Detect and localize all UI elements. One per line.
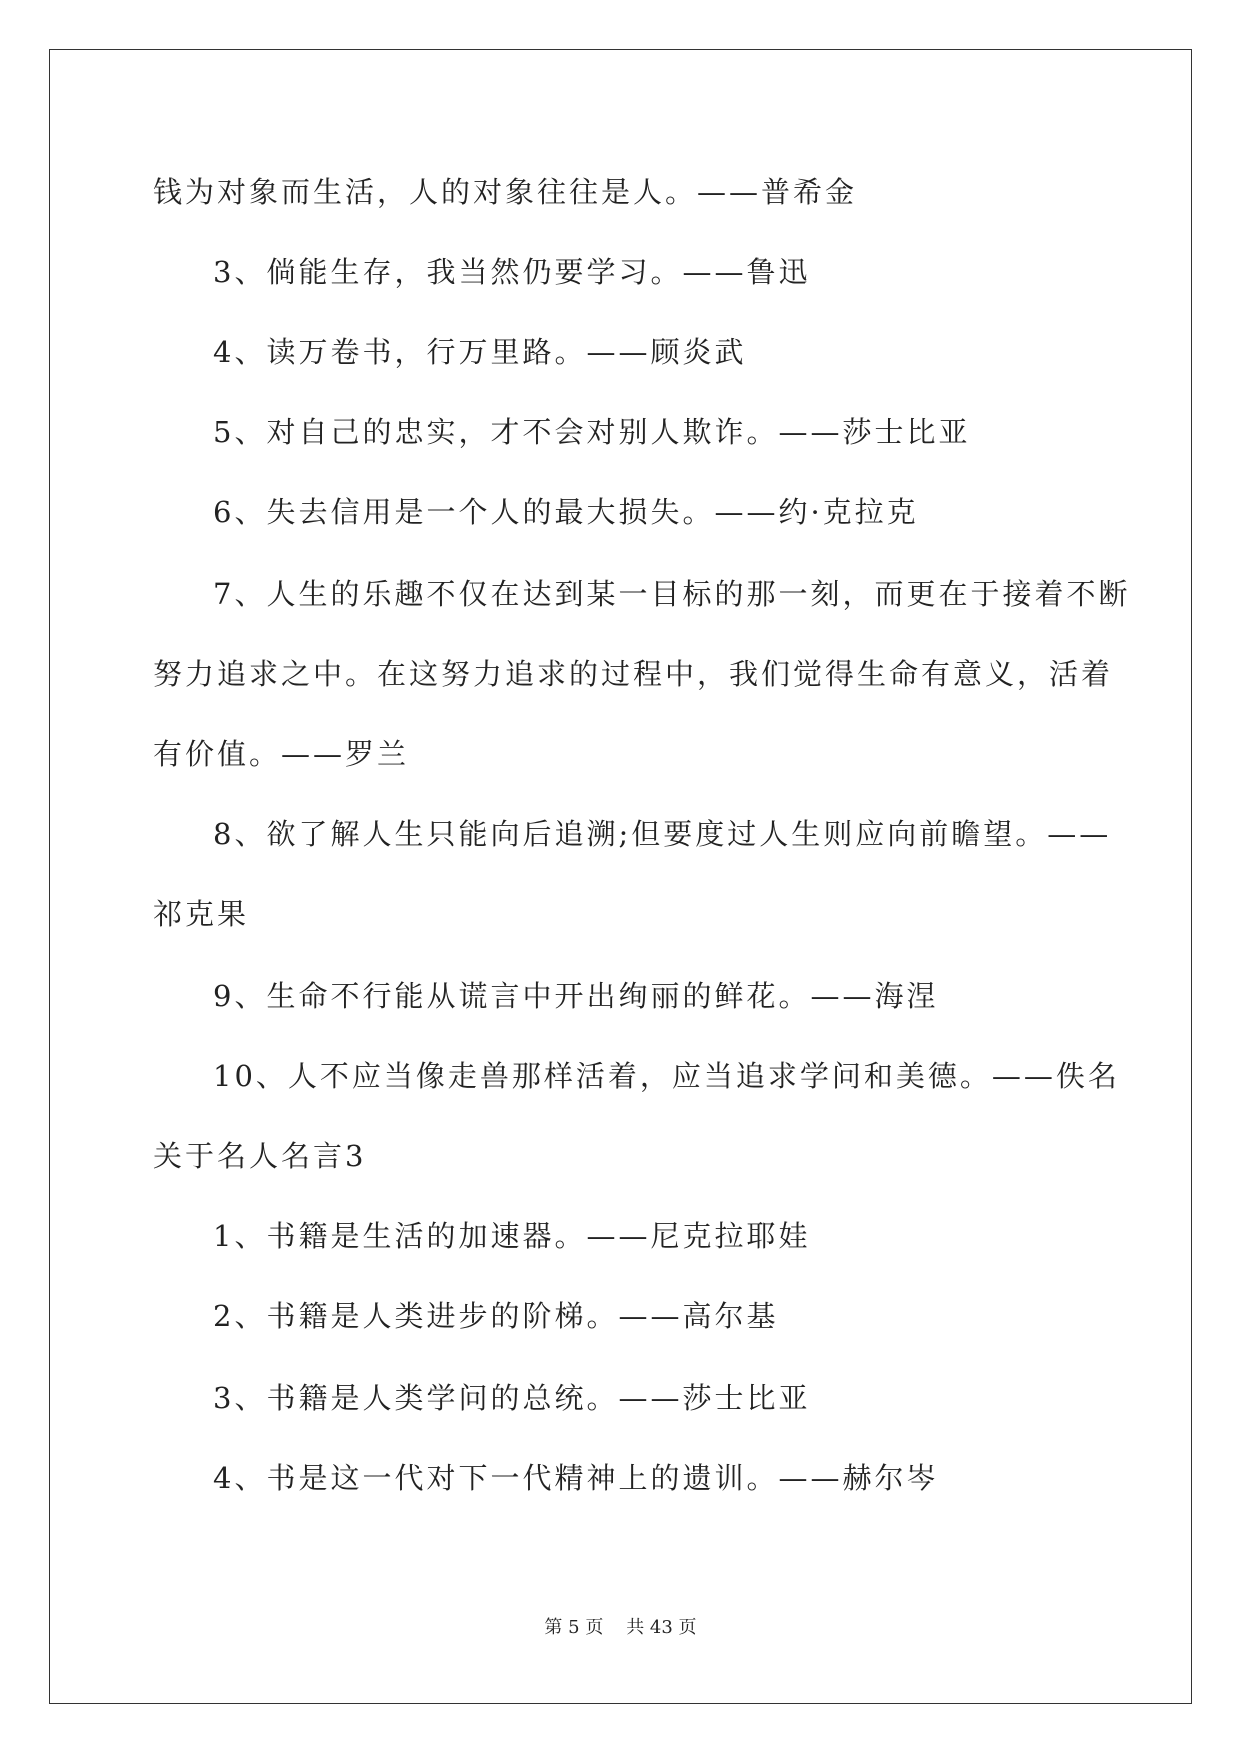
quote-item: 10、人不应当像走兽那样活着，应当追求学问和美德。——佚名 — [213, 1059, 1120, 1093]
section-heading: 关于名人名言3 — [153, 1139, 367, 1173]
quote-item: 3、倘能生存，我当然仍要学习。——鲁迅 — [213, 255, 811, 289]
text-line: 有价值。——罗兰 — [153, 737, 410, 771]
quote-item: 1、书籍是生活的加速器。——尼克拉耶娃 — [213, 1219, 811, 1253]
page-border — [49, 49, 1192, 1704]
text-line: 祁克果 — [153, 897, 250, 931]
quote-item: 6、失去信用是一个人的最大损失。——约·克拉克 — [213, 495, 919, 529]
quote-item: 5、对自己的忠实，才不会对别人欺诈。——莎士比亚 — [213, 415, 971, 449]
quote-item: 8、欲了解人生只能向后追溯;但要度过人生则应向前瞻望。—— — [213, 817, 1112, 851]
page-number-footer: 第 5 页 共 43 页 — [544, 1617, 697, 1638]
quote-item: 4、书是这一代对下一代精神上的遗训。——赫尔岑 — [213, 1461, 939, 1495]
text-line: 努力追求之中。在这努力追求的过程中，我们觉得生命有意义，活着 — [153, 657, 1114, 691]
quote-item: 2、书籍是人类进步的阶梯。——高尔基 — [213, 1299, 779, 1333]
quote-item: 9、生命不行能从谎言中开出绚丽的鲜花。——海涅 — [213, 979, 939, 1013]
quote-item: 4、读万卷书，行万里路。——顾炎武 — [213, 335, 747, 369]
text-line: 钱为对象而生活，人的对象往往是人。——普希金 — [153, 175, 858, 209]
quote-item: 3、书籍是人类学问的总统。——莎士比亚 — [213, 1381, 811, 1415]
quote-item: 7、人生的乐趣不仅在达到某一目标的那一刻，而更在于接着不断 — [213, 577, 1131, 611]
